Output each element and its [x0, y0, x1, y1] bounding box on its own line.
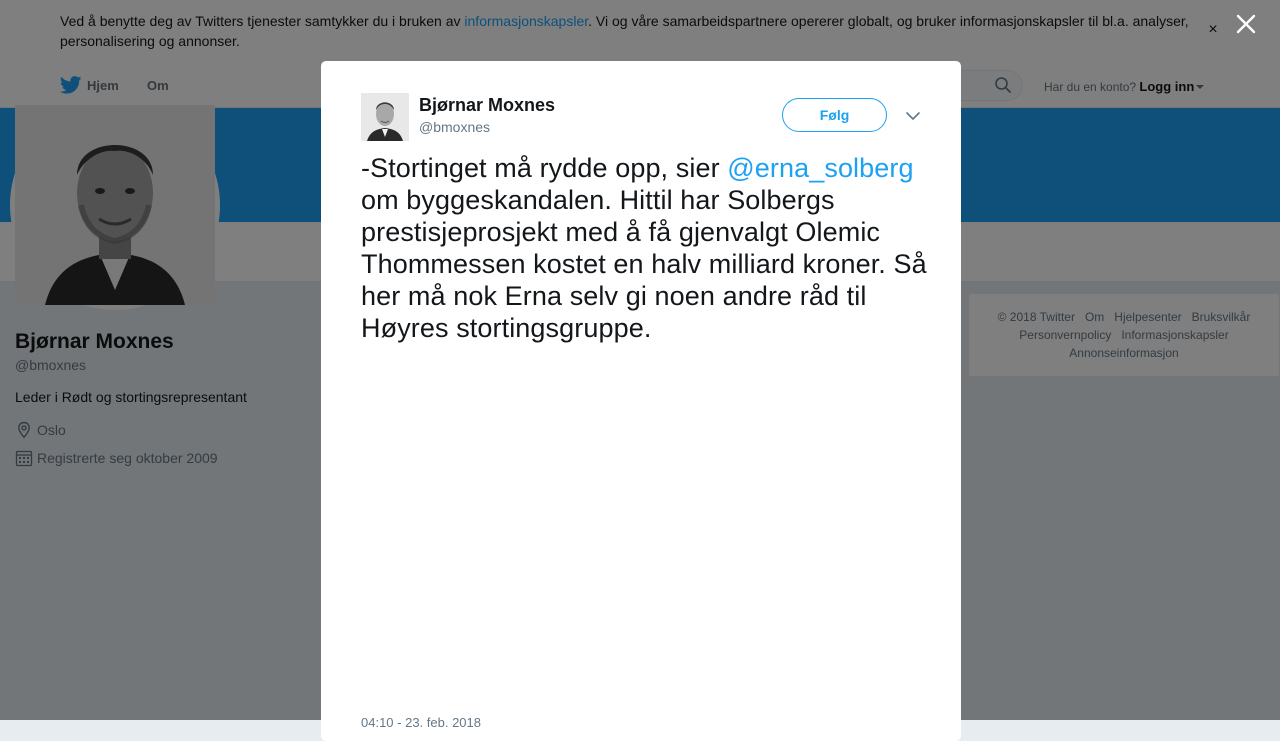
tweet-mention-link[interactable]: @erna_solberg [727, 153, 914, 183]
chevron-down-icon[interactable] [905, 108, 921, 124]
tweet-author-handle[interactable]: @bmoxnes [419, 119, 491, 135]
tweet-text [361, 152, 931, 344]
tweet-author-name[interactable]: Bjørnar Moxnes [419, 95, 556, 115]
tweet-author-avatar[interactable] [361, 93, 409, 141]
tweet-modal [321, 61, 961, 741]
close-icon[interactable] [1235, 13, 1257, 35]
tweet-author-avatar-image [361, 93, 409, 141]
tweet-text-end: om byggeskandalen. Hittil har Solbergs prestisjeprosjekt med å få gjenvalgt Olemic Thommessen kostet en halv milliard kroner. Så her må nok Erna selv gi noen andre råd til Høyres stortingsgruppe. [361, 185, 927, 343]
tweet-timestamp[interactable]: 04:10 - 23. feb. 2018 [361, 715, 481, 730]
tweet-text-start: -Stortinget må rydde opp, sier [361, 153, 728, 183]
follow-button[interactable]: Følg [782, 98, 887, 132]
